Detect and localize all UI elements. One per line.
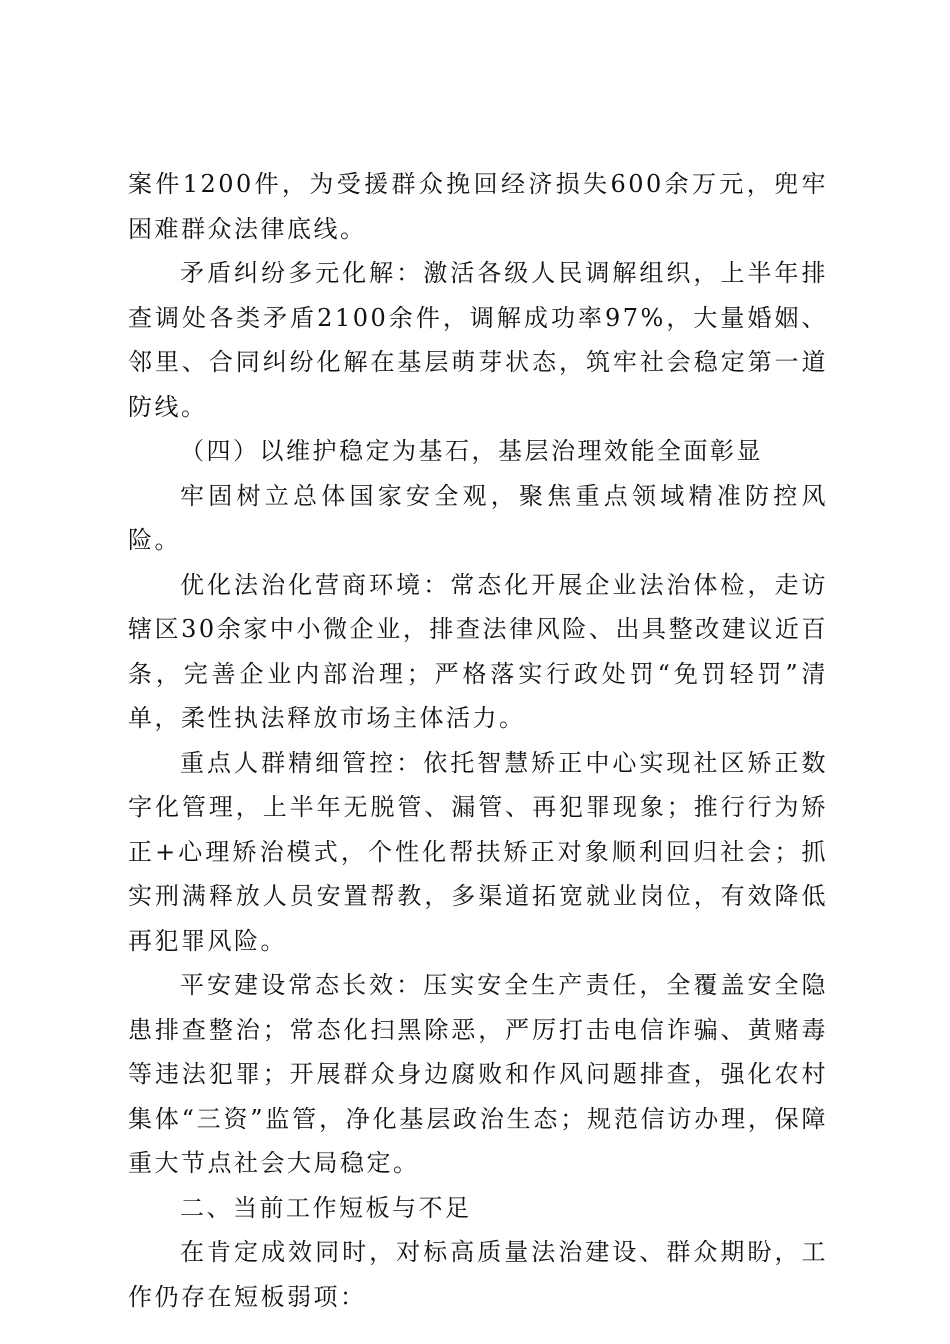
- section-heading-two: 二、当前工作短板与不足: [180, 1193, 472, 1222]
- paragraph-shortcomings-intro: 在肯定成效同时，对标高质量法治建设、群众期盼，工作仍存在短板弱项：: [128, 1238, 828, 1311]
- document-body: [128, 162, 828, 1319]
- paragraph-dispute-mediation: 矛盾纠纷多元化解：激活各级人民调解组织，上半年排查调处各类矛盾2100余件，调解成功率97%，大量婚姻、邻里、合同纠纷化解在基层萌芽状态，筑牢社会稳定第一道防线。: [128, 259, 828, 421]
- paragraph-key-groups-control: 重点人群精细管控：依托智慧矫正中心实现社区矫正数字化管理，上半年无脱管、漏管、再犯罪现象；推行行为矫正+心理矫治模式，个性化帮扶矫正对象顺利回归社会；抓实刑满释放人员安置帮教，多渠道拓宽就业岗位，有效降低再犯罪风险。: [128, 748, 828, 955]
- paragraph-national-security: 牢固树立总体国家安全观，聚焦重点领域精准防控风险。: [128, 481, 828, 554]
- section-heading-four: （四）以维护稳定为基石，基层治理效能全面彰显: [180, 437, 763, 465]
- paragraph-business-environment: 优化法治化营商环境：常态化开展企业法治体检，走访辖区30余家中小微企业，排查法律风险、出具整改建议近百条，完善企业内部治理；严格落实行政处罚“免罚轻罚”清单，柔性执法释放市场主体活力。: [128, 570, 828, 732]
- paragraph-safety-construction: 平安建设常态长效：压实安全生产责任，全覆盖安全隐患排查整治；常态化扫黑除恶，严厉打击电信诈骗、黄赌毒等违法犯罪；开展群众身边腐败和作风问题排查，强化农村集体“三资”监管，净化基层政治生态；规范信访办理，保障重大节点社会大局稳定。: [128, 971, 828, 1177]
- paragraph-case-continuation: 案件1200件，为受援群众挽回经济损失600余万元，兜牢困难群众法律底线。: [128, 170, 828, 243]
